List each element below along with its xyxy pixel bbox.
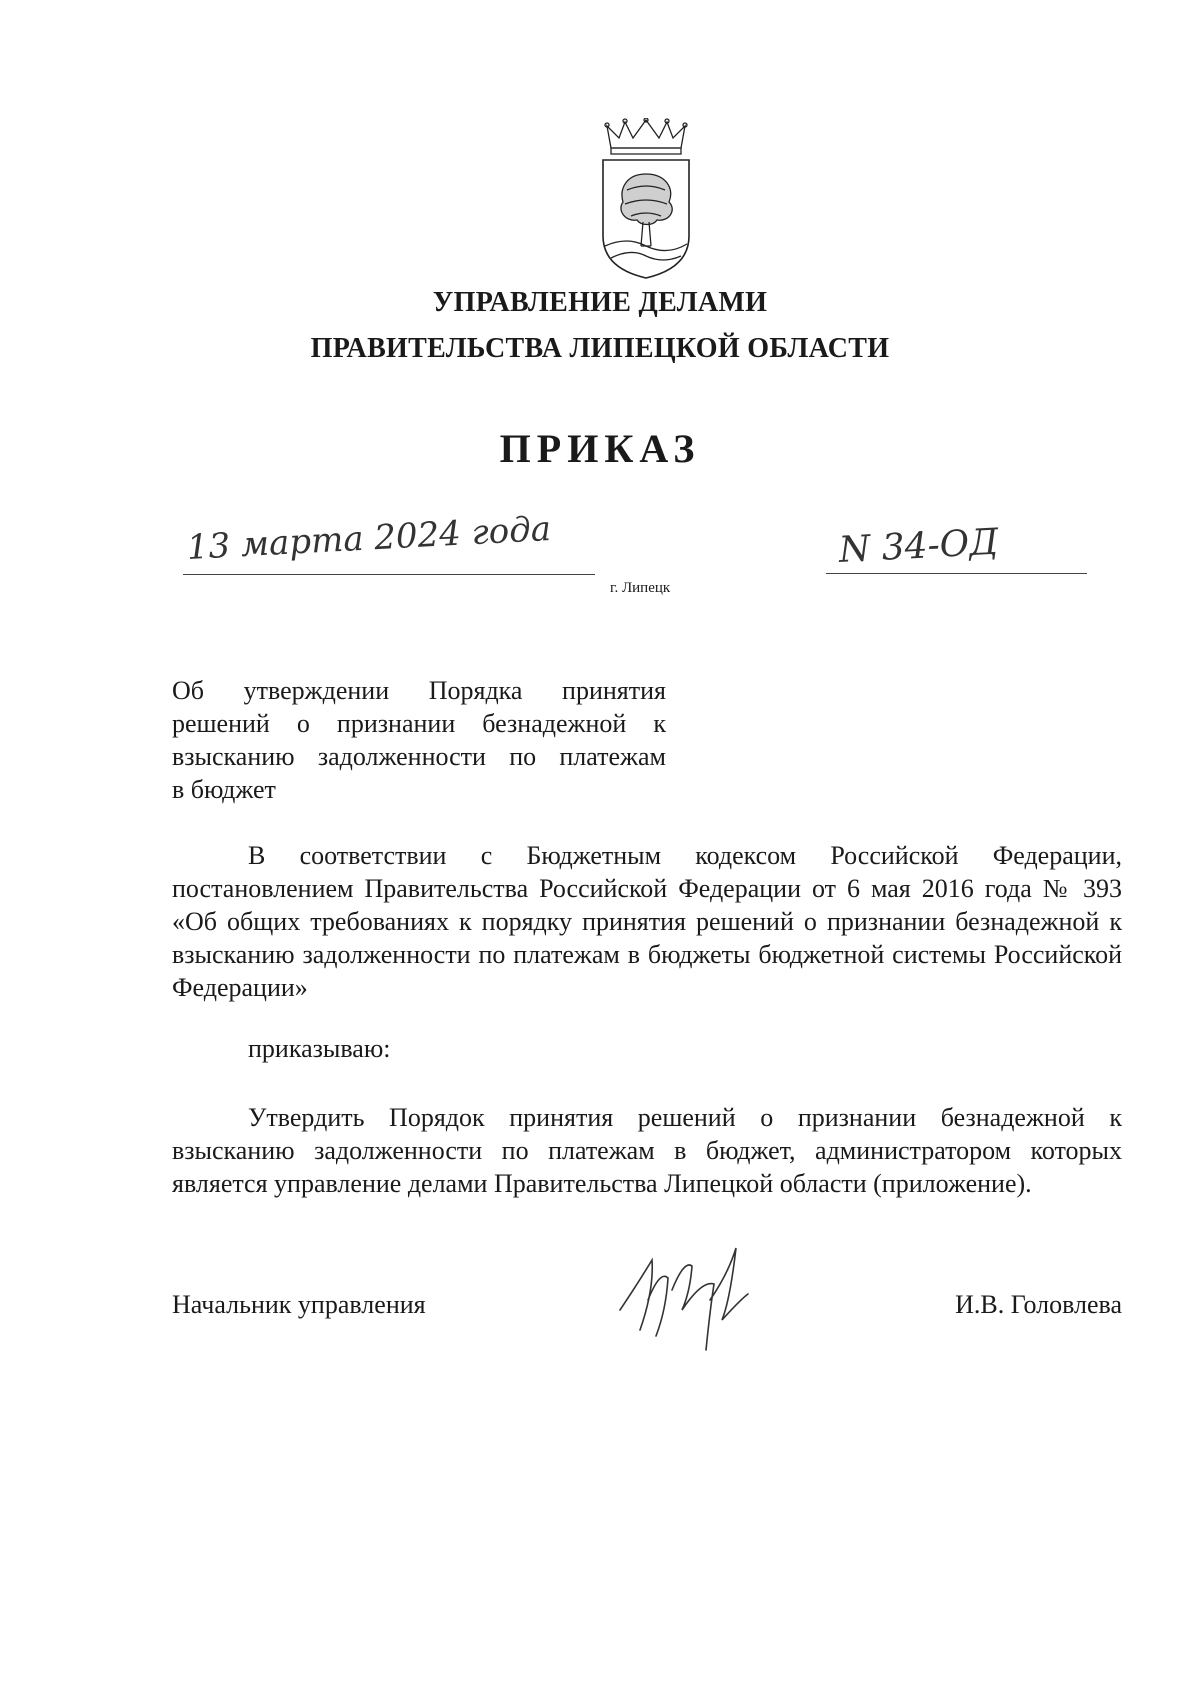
signatory-position: Начальник управления (172, 1290, 426, 1319)
coat-of-arms-icon (597, 118, 695, 280)
document-subject (172, 674, 666, 806)
handwritten-date: 13 марта 2024 года (185, 508, 552, 568)
handwritten-signature (610, 1240, 780, 1360)
date-underline (183, 574, 595, 575)
subject-line: взысканию задолженности по платежам (172, 742, 666, 771)
organization-name-line-2: ПРАВИТЕЛЬСТВА ЛИПЕЦКОЙ ОБЛАСТИ (310, 333, 890, 364)
organization-name-line-1: УПРАВЛЕНИЕ ДЕЛАМИ (432, 287, 768, 318)
number-underline (826, 573, 1087, 574)
preamble-paragraph: В соответствии с Бюджетным кодексом Российской Федерации, постановлением Правительства Российской Федерации от 6 мая 2016 года № 393 «Об общих требованиях к порядку принятия решений о признании безнадежной к взысканию задолженности по платежам в бюджеты бюджетной системы Российской Федерации» (172, 841, 1122, 1002)
city-label: г. Липецк (610, 580, 671, 596)
handwritten-document-number: N 34-ОД (837, 521, 1000, 571)
subject-line: решений о признании безнадежной к (172, 709, 666, 738)
subject-line: в бюджет (172, 775, 276, 804)
order-word: приказываю: (248, 1034, 391, 1063)
signatory-name: И.В. Головлева (955, 1290, 1122, 1319)
document-type-title: ПРИКАЗ (499, 426, 701, 471)
subject-line: Об утверждении Порядка принятия (172, 676, 666, 705)
resolution-paragraph: Утвердить Порядок принятия решений о признании безнадежной к взысканию задолженности по платежам в бюджет, администратором которых является управление делами Правительства Липецкой области (приложение). (172, 1103, 1122, 1198)
